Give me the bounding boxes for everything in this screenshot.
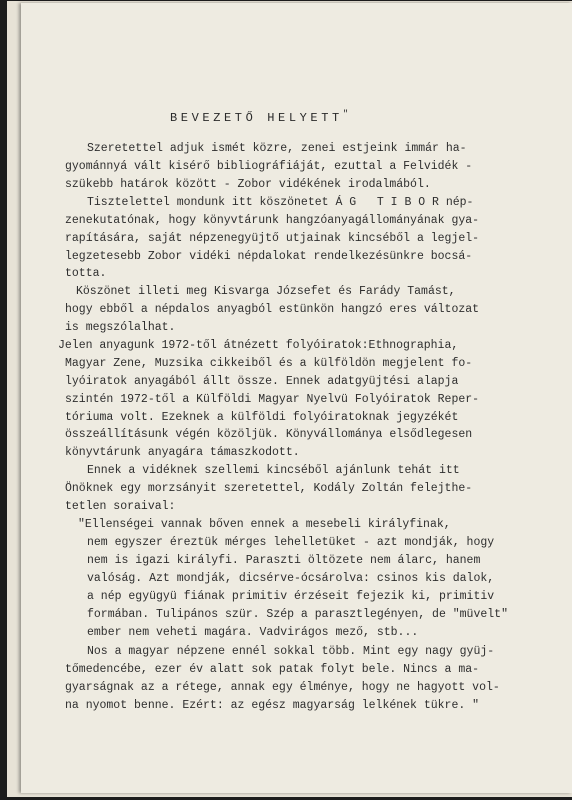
text-line: na nyomot benne. Ezért: az egész magyarság lelkének tükre. ": [65, 699, 480, 712]
heading-text: BEVEZETŐ HELYETT: [170, 111, 343, 125]
text-line: is megszólalhat.: [65, 321, 176, 334]
text-line: könyvtárunk anyagára támaszkodott.: [65, 446, 300, 459]
text-line: tetlen soraival:: [65, 500, 176, 513]
text-line: nem is igazi királyfi. Paraszti öltözete nem álarc, hanem: [87, 554, 481, 567]
text-line: Jelen anyagunk 1972-től átnézett folyóiratok:Ethnographia,: [58, 339, 459, 352]
text-line: Ennek a vidéknek szellemi kincséből ajánlunk tehát itt: [87, 464, 460, 477]
text-line: totta.: [65, 267, 107, 280]
text-line: lyóiratok anyagából állt össze. Ennek adatgyüjtési alapja: [65, 375, 459, 388]
text-line: ember nem veheti magára. Vadvirágos mező, stb...: [87, 626, 419, 639]
text-line: gyarságnak az a rétege, annak egy élménye, hogy ne hagyott vol-: [65, 681, 500, 694]
text-line: Tisztelettel mondunk itt köszönetet Á G T I B O R nép-: [87, 196, 474, 209]
text-line: Szeretettel adjuk ismét közre, zenei estjeink immár ha-: [87, 142, 467, 155]
text-line: szintén 1972-től a Külföldi Magyar Nyelvü Folyóiratok Reper-: [65, 393, 480, 406]
text-line: a nép együgyü fiának primitiv érzéseit fejezik ki, primitiv: [87, 590, 495, 603]
heading-quote-mark: ": [342, 109, 349, 119]
text-line: zenekutatónak, hogy könyvtárunk hangzóanyagállományának gya-: [65, 214, 480, 227]
text-line: "Ellenségei vannak bőven ennek a mesebeli királyfinak,: [78, 518, 451, 531]
text-line: formában. Tulipános szür. Szép a parasztlegényen, de "müvelt": [87, 608, 508, 621]
text-line: tőmedencébe, ezer év alatt sok patak folyt bele. Nincs a ma-: [65, 663, 480, 676]
text-line: legzetesebb Zobor vidéki népdalokat rendelkezésünkre bocsá-: [65, 250, 473, 263]
text-line: összeállításunk végén közöljük. Könyvállománya elsődlegesen: [65, 428, 473, 441]
text-line: Köszönet illeti meg Kisvarga Józsefet és Farády Tamást,: [76, 285, 456, 298]
text-line: nem egyszer éreztük mérges lehelletüket - azt mondják, hogy: [87, 536, 495, 549]
text-line: hogy ebből a népdalos anyagból estünkön hangzó eres változat: [65, 303, 480, 316]
text-line: Magyar Zene, Muzsika cikkeiből és a külföldön megjelent fo-: [65, 357, 473, 370]
text-line: Önöknek egy morzsányit szeretettel, Kodály Zoltán felejthe-: [65, 482, 473, 495]
text-line: tóriuma volt. Ezeknek a külföldi folyóiratoknak jegyzékét: [65, 411, 459, 424]
text-line: rapítására, saját népzenegyüjtő utjainak kincséből a legjel-: [65, 232, 480, 245]
text-line: szükebb határok között - Zobor vidékének irodalmából.: [65, 178, 431, 191]
text-line: gyománnyá vált kisérő bibliográfiáját, ezuttal a Felvidék -: [65, 160, 473, 173]
text-line: valóság. Azt mondják, dicsérve-ócsárolva: csinos kis dalok,: [87, 572, 495, 585]
text-line: Nos a magyar népzene ennél sokkal több. Mint egy nagy gyüj-: [87, 645, 495, 658]
